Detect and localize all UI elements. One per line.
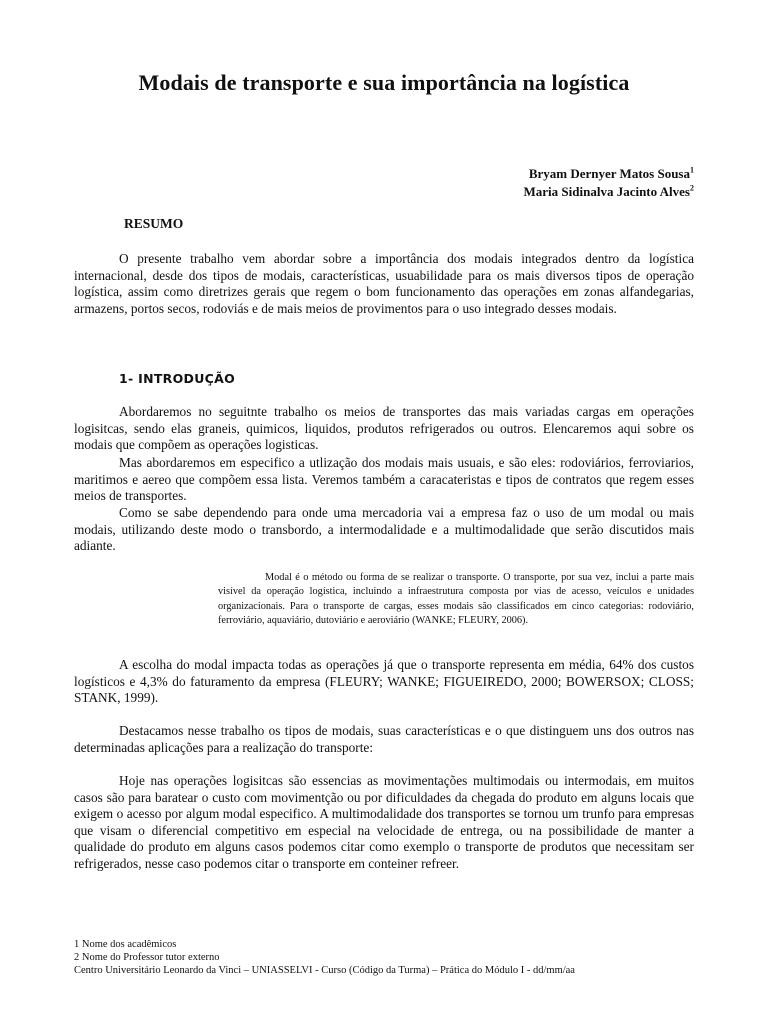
footnote-mark-1: 1 bbox=[690, 165, 694, 175]
footnote-2: 2 Nome do Professor tutor externo bbox=[74, 952, 220, 963]
footnotes bbox=[74, 938, 575, 977]
body-paragraph-2: Destacamos nesse trabalho os tipos de modais, suas características e o que distinguem uns dos outros nas determinadas aplicações para a realização do transporte: bbox=[74, 723, 694, 755]
footnote-1: 1 Nome dos acadêmicos bbox=[74, 939, 177, 950]
intro-paragraph-2: Mas abordaremos em especifico a utlização dos modais mais usuais, e são eles: rodoviários, ferroviarios, maritimos e aereo que compõem essa lista. Veremos também a caracateristas e tipos de contratos que regem esses meios de transportes. bbox=[74, 455, 694, 504]
body-paragraph-3: Hoje nas operações logisitcas são essencias as movimentações multimodais ou intermodais, em muitos casos são para baratear o custo com movimentção ou por dificuldades da chegada do produto em alguns locais que exigem o acesso por algum modal especifico. A multimodalidade dos transportes se tornou um trunfo para empresas que visam o diferencial competitivo em especial na velocidade de entrega, ou na possibilidade de manter a qualidade do produto em alguns casos podemos citar como exemplo o transporte de produtos que necessitam ser refrigerados, nesse caso podemos citar o transporte em conteiner refreer. bbox=[74, 773, 694, 871]
footnote-mark-2: 2 bbox=[690, 183, 694, 193]
intro-paragraph-1: Abordaremos no seguitnte trabalho os meios de transportes das mais variadas cargas em operações logisitcas, sendo elas graneis, quimicos, liquidos, produtos refrigerados ou outros. Elencaremos aqui sobre os modais que compõem as operações logisticas. bbox=[74, 404, 694, 453]
author-list bbox=[524, 165, 694, 201]
author-1: Bryam Dernyer Matos Sousa$^1$ bbox=[528, 165, 694, 181]
block-quote: Modal é o método ou forma de se realizar o transporte. O transporte, por sua vez, inclui a parte mais visível da operação logística, incluindo a infraestrutura composta por vias de acesso, veículos e unidades organizacionais. Para o transporte de cargas, esses modais são classificados em cinco categorias: rodoviário, ferroviário, aquaviário, dutoviário e aeroviário (WANKE; FLEURY, 2006). bbox=[218, 572, 694, 626]
body-paragraph-1: A escolha do modal impacta todas as operações já que o transporte representa em média, 64% dos custos logísticos e 4,3% do faturamento da empresa (FLEURY; WANKE; FIGUEIREDO, 2000; BOWERSOX; CLOSS; STANK, 1999). bbox=[74, 657, 694, 706]
section-heading-introduction: 1- INTRODUÇÃO bbox=[119, 371, 236, 386]
author-2: Maria Sidinalva Jacinto Alves$^2$ bbox=[523, 183, 694, 199]
abstract-heading: RESUMO bbox=[124, 216, 184, 231]
intro-paragraph-3: Como se sabe dependendo para onde uma mercadoria vai a empresa faz o uso de um modal ou mais modais, utilizando deste modo o transbordo, a intermodalidade e a multimodalidade que serão discutidos mais adiante. bbox=[74, 505, 694, 554]
page-footer: Centro Universitário Leonardo da Vinci – UNIASSELVI - Curso (Código da Turma) – Prática do Módulo I - dd/mm/aa bbox=[74, 965, 575, 976]
abstract-paragraph: O presente trabalho vem abordar sobre a importância dos modais integrados dentro da logística internacional, desde dos tipos de modais, características, usuabilidade para os mais diversos tipos de operação logística, assim como diretrizes gerais que regem o bom funcionamento das operações em zonas alfandegarias, armazens, portos secos, rodoviás e de mais meios de provimentos para o uso integrado desses modais. bbox=[74, 251, 694, 316]
document-title: Modais de transporte e sua importância na logística bbox=[138, 70, 630, 95]
